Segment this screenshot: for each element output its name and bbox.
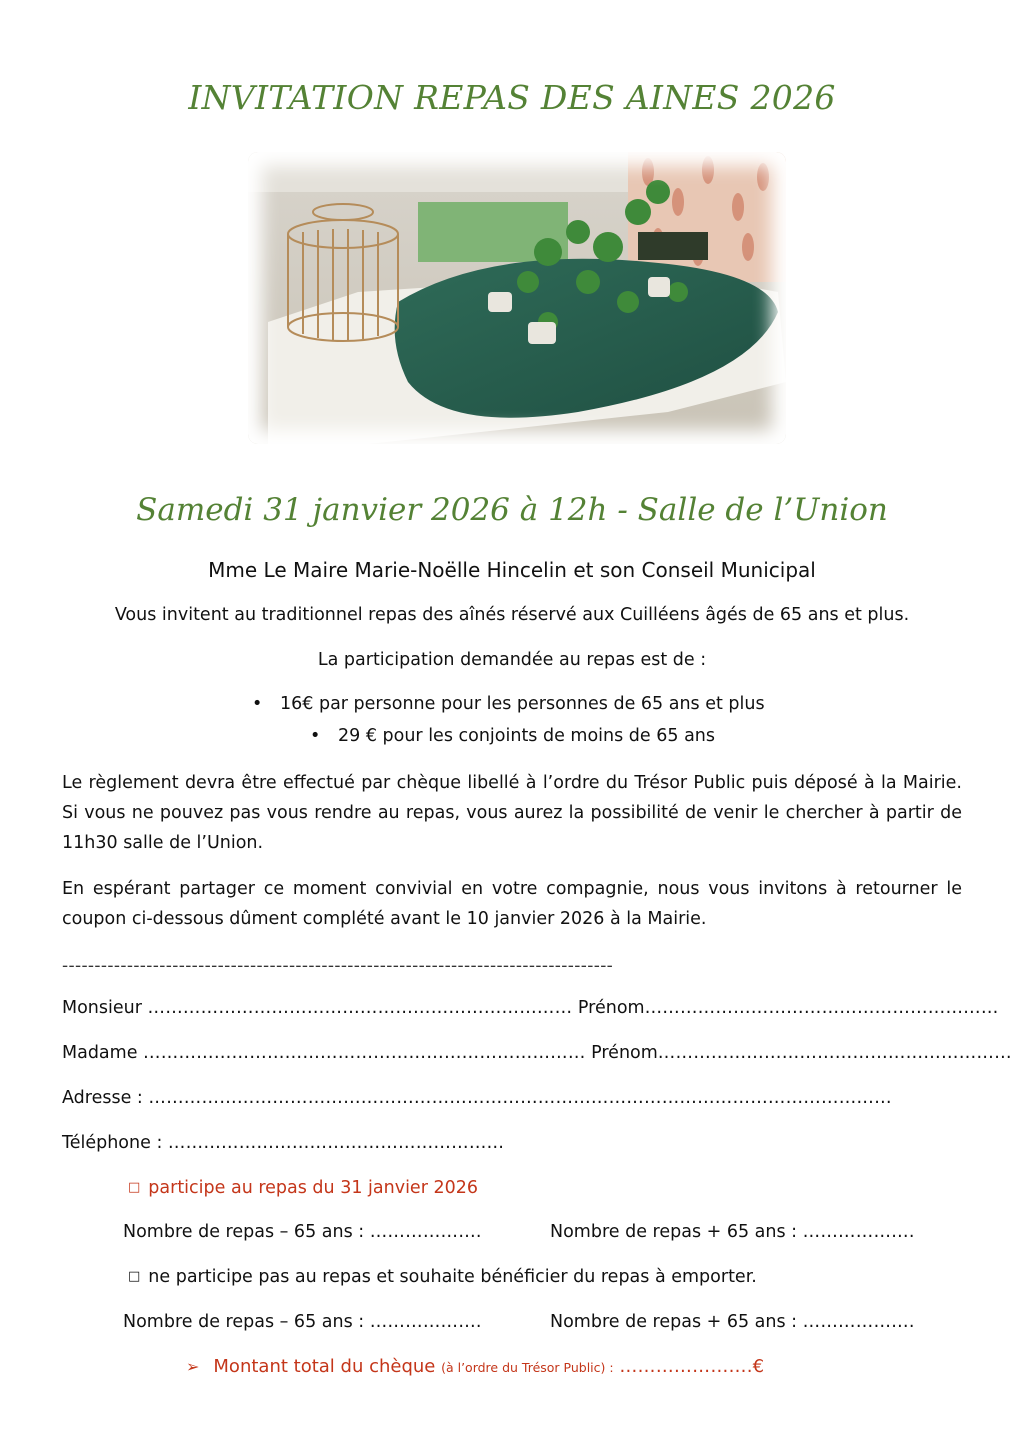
event-date-line: Samedi 31 janvier 2026 à 12h - Salle de l’Union bbox=[136, 492, 888, 528]
option-participe-label: participe au repas du 31 janvier 2026 bbox=[148, 1178, 478, 1198]
option-participe[interactable] bbox=[128, 1178, 478, 1198]
adresse-label: Adresse : bbox=[62, 1088, 143, 1108]
currency-symbol: € bbox=[752, 1356, 765, 1377]
checkbox-icon[interactable]: □ bbox=[128, 1180, 141, 1195]
total-note: (à l’ordre du Trésor Public) : bbox=[441, 1360, 614, 1375]
payment-paragraph: Le règlement devra être effectué par chèque libellé à l’ordre du Trésor Public puis déposé à la Mairie. Si vous ne pouvez pas vous rendre au repas, vous aurez la possibilité de venir le chercher à partir de 11h30 salle de l’Union. bbox=[62, 773, 962, 853]
invite-line: Vous invitent au traditionnel repas des aînés réservé aux Cuilléens âgés de 65 ans et plus. bbox=[114, 605, 910, 625]
option-emporter-label: ne participe pas au repas et souhaite bénéficier du repas à emporter. bbox=[148, 1267, 757, 1287]
closing-paragraph: En espérant partager ce moment convivial en votre compagnie, nous vous invitons à retourner le coupon ci-dessous dûment complété avant le 10 janvier 2026 à la Mairie. bbox=[62, 879, 962, 929]
participation-intro: La participation demandée au repas est de : bbox=[317, 650, 707, 670]
arrow-icon: ➢ bbox=[186, 1357, 200, 1376]
madame-label: Madame bbox=[62, 1043, 138, 1063]
option-emporter[interactable] bbox=[128, 1267, 757, 1287]
telephone-field[interactable]: Téléphone : ………………………………………………… bbox=[62, 1133, 505, 1153]
monsieur-field[interactable]: Monsieur ……………………………………………………………… Prénom…………………………………………………… bbox=[62, 998, 999, 1018]
telephone-label: Téléphone : bbox=[62, 1133, 163, 1153]
event-photo bbox=[248, 152, 786, 444]
repas-moins-65-field-1[interactable]: Nombre de repas – 65 ans : ………………. bbox=[123, 1222, 482, 1242]
checkbox-icon[interactable]: □ bbox=[128, 1269, 141, 1284]
total-label: Montant total du chèque bbox=[213, 1356, 436, 1377]
page-title: INVITATION REPAS DES AINES 2026 bbox=[188, 78, 836, 117]
repas-plus-65-field-1[interactable]: Nombre de repas + 65 ans : ………………. bbox=[550, 1222, 915, 1242]
monsieur-label: Monsieur bbox=[62, 998, 142, 1018]
price-bullet-seniors: • 16€ par personne pour les personnes de 65 ans et plus bbox=[252, 694, 765, 714]
coupon-separator: ------------------------------------------------------------------------------------- bbox=[62, 956, 614, 976]
bullet-icon: • bbox=[252, 694, 263, 714]
price-bullet-spouses: • 29 € pour les conjoints de moins de 65 ans bbox=[310, 726, 716, 746]
total-amount-field[interactable]: ➢ Montant total du chèque (à l’ordre du Trésor Public) : ………………….€ bbox=[186, 1356, 765, 1377]
madame-field[interactable]: Madame ………………………………………………………………… Prénom…………………………………………………… bbox=[62, 1043, 1012, 1063]
host-line: Mme Le Maire Marie-Noëlle Hincelin et son Conseil Municipal bbox=[208, 558, 816, 582]
bullet-icon: • bbox=[310, 726, 321, 746]
repas-plus-65-field-2[interactable]: Nombre de repas + 65 ans : ………………. bbox=[550, 1312, 915, 1332]
madame-prenom-label: Prénom bbox=[591, 1043, 658, 1063]
repas-moins-65-field-2[interactable]: Nombre de repas – 65 ans : ………………. bbox=[123, 1312, 482, 1332]
monsieur-prenom-label: Prénom bbox=[577, 998, 645, 1018]
adresse-field[interactable]: Adresse : ……………………………………………………………………………………………………………… bbox=[62, 1088, 892, 1108]
